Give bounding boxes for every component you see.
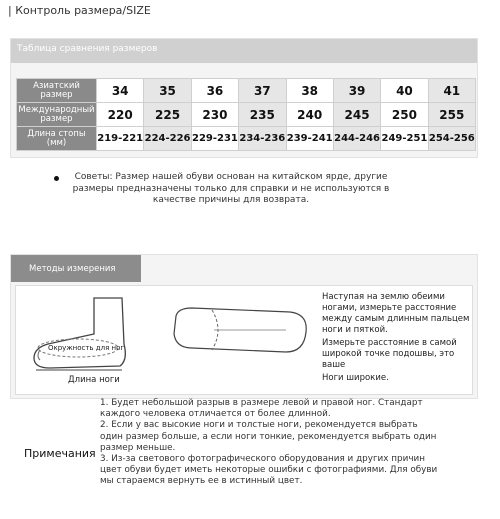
toe-icon (38, 350, 40, 360)
size-cell: 219-221 (97, 127, 144, 151)
size-cell: 254-256 (428, 127, 475, 151)
row-label: Азиатский размер (17, 79, 97, 103)
measurement-card (10, 254, 478, 399)
size-cell: 229-231 (191, 127, 238, 151)
size-cell: 255 (428, 103, 475, 127)
notes-list (100, 398, 440, 488)
size-cell: 38 (286, 79, 333, 103)
note-item: 2. Если у вас высокие ноги и толстые ноги, рекомендуется выбрать один размер больше, а если ноги тонкие, рекомендуется выбрать один размер меньше. (100, 420, 437, 453)
bullet-dot-icon (54, 176, 59, 181)
table-row (17, 103, 476, 127)
row-label: Длина стопы (мм) (17, 127, 97, 151)
size-cell: 224-226 (144, 127, 191, 151)
size-cell: 235 (239, 103, 286, 127)
size-cell: 36 (191, 79, 238, 103)
size-tip-text: Советы: Размер нашей обуви основан на китайском ярде, другие размеры предназначены только для справки и не используются в качестве причины для возврата. (72, 172, 390, 205)
instruction-item: Измерьте расстояние в самой широкой точке подошвы, это ваше (322, 338, 457, 370)
size-cell: 40 (381, 79, 428, 103)
measurement-title: Методы измерения (29, 264, 116, 274)
size-cell: 239-241 (286, 127, 333, 151)
measurement-header (11, 255, 141, 282)
size-table (16, 78, 476, 151)
size-cell: 234-236 (239, 127, 286, 151)
size-cell: 249-251 (381, 127, 428, 151)
measurement-panel (15, 285, 473, 395)
note-item: 3. Из-за светового фотографического оборудования и других причин цвет обуви будет иметь некоторые ошибки с фотографиями. Для обуви мы стараемся вернуть ее в истинный цвет. (100, 454, 438, 487)
size-cell: 41 (428, 79, 475, 103)
table-row (17, 127, 476, 151)
size-cell: 220 (97, 103, 144, 127)
foot-length-label: Длина ноги (68, 375, 120, 385)
size-cell: 37 (239, 79, 286, 103)
notes-label: Примечания (24, 447, 96, 460)
size-table-title: Таблица сравнения размеров (17, 44, 158, 54)
table-row (17, 79, 476, 103)
size-cell: 245 (333, 103, 380, 127)
size-cell: 240 (286, 103, 333, 127)
row-label: Международный размер (17, 103, 97, 127)
measurement-instructions (322, 292, 472, 386)
size-cell: 34 (97, 79, 144, 103)
size-cell: 35 (144, 79, 191, 103)
instruction-item: Наступая на землю обеими ногами, измерьте расстояние между самым длинным пальцем ноги и пяткой. (322, 292, 470, 335)
foot-side-icon (34, 298, 125, 368)
foot-illustration (16, 286, 316, 394)
size-cell: 230 (191, 103, 238, 127)
size-cell: 244-246 (333, 127, 380, 151)
size-cell: 225 (144, 103, 191, 127)
size-cell: 39 (333, 79, 380, 103)
foot-circumference-label: Окружность для ног (48, 344, 125, 352)
size-table-header (11, 39, 477, 63)
instruction-item: Ноги широкие. (322, 373, 389, 383)
size-cell: 250 (381, 103, 428, 127)
page-title: | Контроль размера/SIZE (8, 4, 151, 17)
note-item: 1. Будет небольшой разрыв в размере левой и правой ног. Стандарт каждого человека отличается от более длинной. (100, 398, 423, 420)
